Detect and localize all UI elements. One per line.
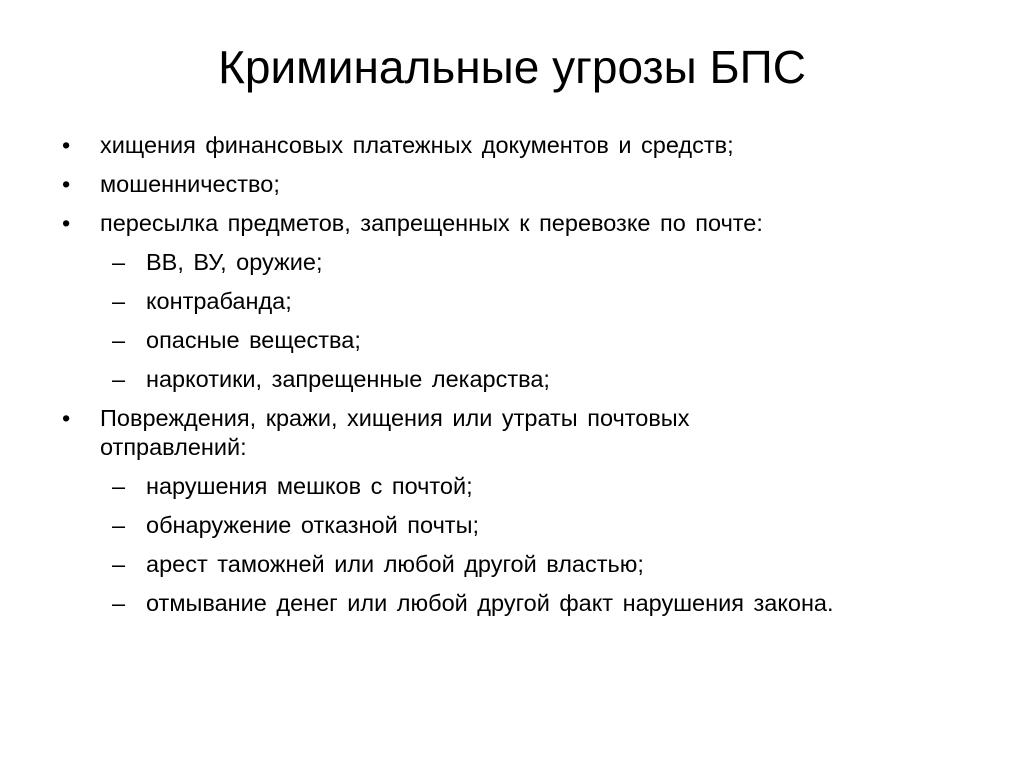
list-item: [0, 404, 1024, 462]
list-item: [0, 170, 1024, 199]
bullet-marker: •: [62, 210, 71, 236]
sub-list-item-text: обнаружение отказной почты;: [146, 512, 479, 538]
sub-list-item: [0, 472, 1024, 501]
dash-marker: –: [112, 473, 126, 499]
bullet-list: [0, 131, 1024, 628]
sub-list-item-text: контрабанда;: [146, 288, 292, 314]
list-item: [0, 209, 1024, 238]
dash-marker: –: [112, 249, 126, 275]
bullet-marker: •: [62, 405, 71, 431]
sub-list-item-text: ВВ, ВУ, оружие;: [146, 249, 323, 275]
dash-marker: –: [112, 590, 126, 616]
sub-list-item-text: нарушения мешков с почтой;: [146, 473, 473, 499]
sub-list-item-text: наркотики, запрещенные лекарства;: [146, 366, 550, 392]
list-item: [0, 131, 1024, 160]
sub-list-item: [0, 365, 1024, 394]
slide-title: Криминальные угрозы БПС: [218, 41, 806, 93]
sub-list-item-text: отмывание денег или любой другой факт нарушения закона.: [146, 590, 834, 616]
sub-list-item-text: опасные вещества;: [146, 327, 361, 353]
sub-list-item-text: арест таможней или любой другой властью;: [146, 551, 644, 577]
dash-marker: –: [112, 327, 126, 353]
sub-list-item: [0, 287, 1024, 316]
list-item-text: хищения финансовых платежных документов и средств;: [100, 132, 734, 158]
sub-list-item: [0, 248, 1024, 277]
list-item-text: Повреждения, кражи, хищения или утраты почтовых отправлений:: [100, 405, 690, 460]
bullet-marker: •: [62, 132, 71, 158]
sub-list-item: [0, 550, 1024, 579]
list-item-text: пересылка предметов, запрещенных к перевозке по почте:: [100, 210, 763, 236]
sub-list-item: [0, 511, 1024, 540]
dash-marker: –: [112, 512, 126, 538]
dash-marker: –: [112, 366, 126, 392]
bullet-marker: •: [62, 171, 71, 197]
sub-list-item: [0, 589, 1024, 618]
dash-marker: –: [112, 288, 126, 314]
sub-list-item: [0, 326, 1024, 355]
list-item-text: мошенничество;: [100, 171, 280, 197]
dash-marker: –: [112, 551, 126, 577]
